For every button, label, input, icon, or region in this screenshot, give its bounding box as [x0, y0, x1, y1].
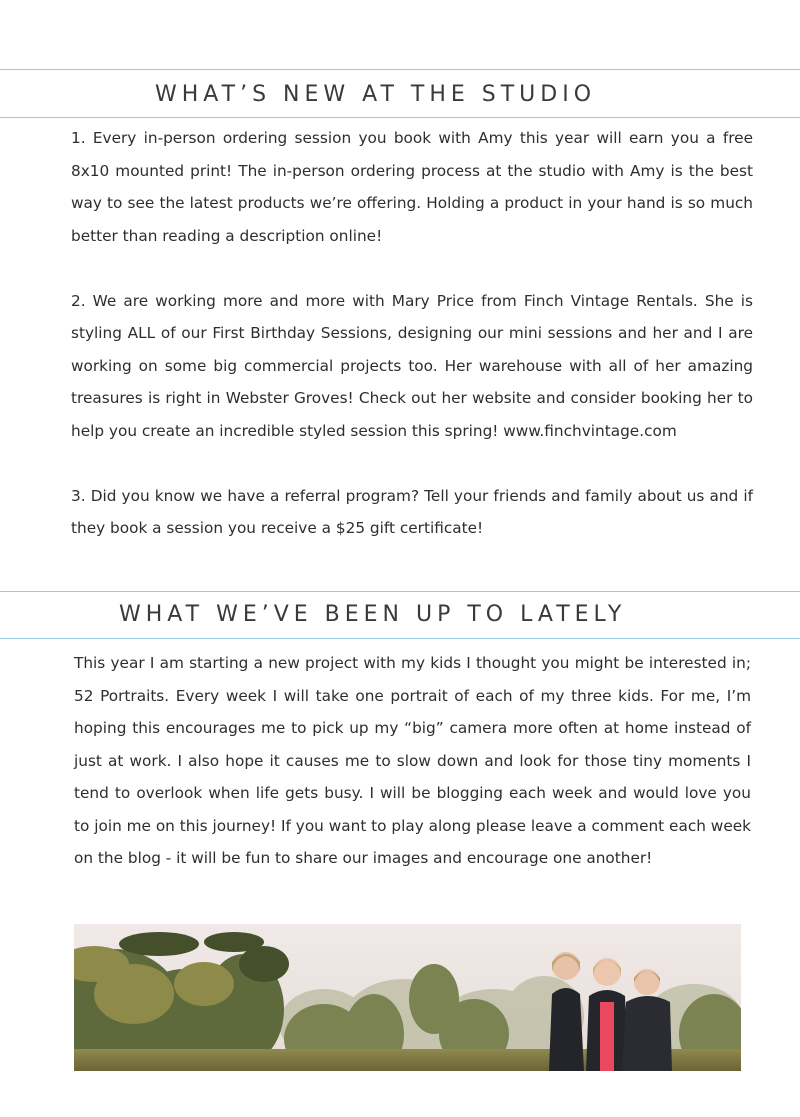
child-left [549, 952, 584, 1071]
news-item-1: 1. Every in-person ordering session you book with Amy this year will earn you a free 8x10 mounted print! The in-person ordering process at the studio with Amy is the best way to see the latest products we’re offering. Holding a product in your hand is so much better than reading a description online! [71, 129, 753, 245]
recent-activity-body [74, 647, 751, 875]
top-rule [0, 69, 800, 70]
project-description: This year I am starting a new project with my kids I thought you might be interested in; 52 Portraits. Every week I will take one portrait of each of my three kids. For me, I’m hoping this encourages me to pick up my “big” camera more often at home instead of just at work. I also hope it causes me to slow down and look for those tiny moments I tend to overlook when life gets busy. I will be blogging each week and would love you to join me on this journey! If you want to play along please leave a comment each week on the blog - it will be fun to share our images and encourage one another! [74, 654, 751, 867]
section-heading-recent-activity: WHAT WE’VE BEEN UP TO LATELY [119, 602, 627, 627]
section-divider-rule [0, 591, 800, 592]
family-photo [74, 924, 741, 1071]
news-item-2: 2. We are working more and more with Mary Price from Finch Vintage Rentals. She is styling ALL of our First Birthday Sessions, designing our mini sessions and her and I are working on some big commercial projects too. Her warehouse with all of her amazing treasures is right in Webster Groves! Check out her website and consider booking her to help you create an incredible styled session this spring! www.finchvintage.com [71, 291, 753, 440]
section-heading-studio-news: WHAT’S NEW AT THE STUDIO [155, 82, 597, 107]
news-item-3: 3. Did you know we have a referral program? Tell your friends and family about us and if they book a session you receive a $25 gift certificate! [71, 486, 753, 537]
studio-news-body [71, 122, 753, 545]
heading-underline-rule [0, 117, 800, 118]
heading-underline-rule-2 [0, 638, 800, 639]
